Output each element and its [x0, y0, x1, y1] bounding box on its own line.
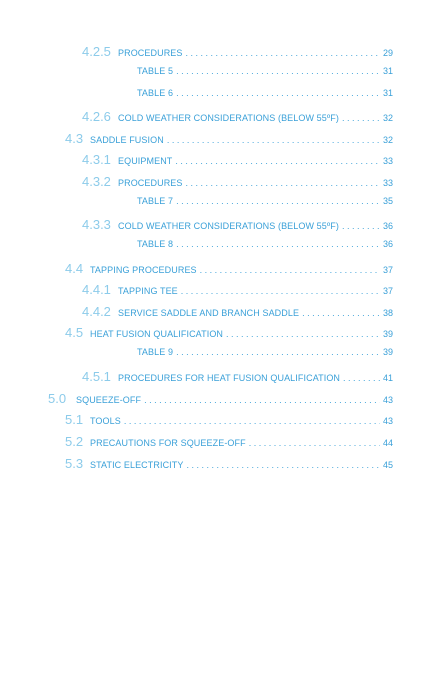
- dot-leader: [342, 113, 380, 123]
- section-number: 4.5.1: [82, 369, 111, 384]
- page-number: 43: [382, 395, 393, 405]
- toc-entry[interactable]: [137, 66, 393, 84]
- dot-leader: [342, 221, 380, 231]
- section-number: 5.3: [65, 456, 84, 471]
- entry-title: EQUIPMENT: [118, 156, 173, 166]
- entry-title: COLD WEATHER CONSIDERATIONS (BELOW 55ºF): [118, 221, 339, 231]
- dot-leader: [186, 48, 380, 58]
- section-number: 5.0: [48, 391, 67, 406]
- entry-title: STATIC ELECTRICITY: [90, 460, 184, 470]
- section-number: 4.4.1: [82, 282, 111, 297]
- dot-leader: [176, 347, 380, 357]
- section-number: 5.1: [65, 412, 84, 427]
- toc-entry[interactable]: [65, 434, 393, 452]
- toc-entry[interactable]: [137, 239, 393, 257]
- dot-leader: [181, 286, 380, 296]
- entry-title: SERVICE SADDLE AND BRANCH SADDLE: [118, 308, 300, 318]
- entry-title: PROCEDURES: [118, 48, 183, 58]
- section-number: 4.4.2: [82, 304, 111, 319]
- section-number: 4.3.1: [82, 152, 111, 167]
- section-number: 4.5: [65, 325, 84, 340]
- entry-title: SQUEEZE-OFF: [76, 395, 142, 405]
- page-number: 37: [382, 265, 393, 275]
- dot-leader: [302, 308, 380, 318]
- dot-leader: [200, 265, 380, 275]
- dot-leader: [176, 196, 380, 206]
- toc-entry[interactable]: [65, 261, 393, 279]
- toc-entry[interactable]: [137, 88, 393, 106]
- entry-title: TABLE 7: [137, 196, 174, 206]
- page-number: 31: [382, 66, 393, 76]
- page-number: 31: [382, 88, 393, 98]
- toc-entry[interactable]: [82, 174, 393, 192]
- page-number: 33: [382, 178, 393, 188]
- toc-entry[interactable]: [82, 109, 393, 127]
- entry-title: TAPPING TEE: [118, 286, 178, 296]
- entry-title: PROCEDURES FOR HEAT FUSION QUALIFICATION: [118, 373, 341, 383]
- dot-leader: [176, 66, 380, 76]
- entry-title: TABLE 5: [137, 66, 174, 76]
- toc-entry[interactable]: [82, 217, 393, 235]
- entry-title: TABLE 8: [137, 239, 174, 249]
- entry-title: TAPPING PROCEDURES: [90, 265, 197, 275]
- toc-entry[interactable]: [82, 304, 393, 322]
- toc-entry[interactable]: [82, 44, 393, 62]
- section-number: 4.2.5: [82, 44, 111, 59]
- entry-title: SADDLE FUSION: [90, 135, 164, 145]
- entry-title: TOOLS: [90, 416, 121, 426]
- page-number: 29: [382, 48, 393, 58]
- section-number: 4.3: [65, 131, 84, 146]
- section-number: 4.3.2: [82, 174, 111, 189]
- page-number: 32: [382, 113, 393, 123]
- page-number: 35: [382, 196, 393, 206]
- toc-entry[interactable]: [65, 131, 393, 149]
- page-number: 33: [382, 156, 393, 166]
- dot-leader: [176, 239, 380, 249]
- page-number: 32: [382, 135, 393, 145]
- entry-title: PROCEDURES: [118, 178, 183, 188]
- entry-title: PRECAUTIONS FOR SQUEEZE-OFF: [90, 438, 246, 448]
- toc-entry[interactable]: [65, 412, 393, 430]
- toc-entry[interactable]: [48, 391, 393, 409]
- dot-leader: [175, 156, 380, 166]
- toc-entry[interactable]: [65, 325, 393, 343]
- toc-entry[interactable]: [82, 152, 393, 170]
- page-number: 44: [382, 438, 393, 448]
- dot-leader: [176, 88, 380, 98]
- section-number: 5.2: [65, 434, 84, 449]
- dot-leader: [343, 373, 380, 383]
- toc-entry[interactable]: [137, 196, 393, 214]
- entry-title: HEAT FUSION QUALIFICATION: [90, 329, 224, 339]
- section-number: 4.4: [65, 261, 84, 276]
- page-number: 39: [382, 347, 393, 357]
- page-number: 38: [382, 308, 393, 318]
- section-number: 4.3.3: [82, 217, 111, 232]
- dot-leader: [167, 135, 380, 145]
- page-number: 36: [382, 221, 393, 231]
- dot-leader: [124, 416, 380, 426]
- dot-leader: [186, 178, 380, 188]
- dot-leader: [249, 438, 380, 448]
- section-number: 4.2.6: [82, 109, 111, 124]
- toc-entry[interactable]: [82, 282, 393, 300]
- entry-title: COLD WEATHER CONSIDERATIONS (BELOW 55ºF): [118, 113, 339, 123]
- entry-title: TABLE 9: [137, 347, 174, 357]
- page-number: 41: [382, 373, 393, 383]
- toc-entry[interactable]: [82, 369, 393, 387]
- toc-entry[interactable]: [137, 347, 393, 365]
- page-number: 45: [382, 460, 393, 470]
- dot-leader: [144, 395, 380, 405]
- page-number: 39: [382, 329, 393, 339]
- toc-entry[interactable]: [65, 456, 393, 474]
- entry-title: TABLE 6: [137, 88, 174, 98]
- page-number: 37: [382, 286, 393, 296]
- dot-leader: [186, 460, 380, 470]
- page-number: 36: [382, 239, 393, 249]
- dot-leader: [226, 329, 380, 339]
- page-number: 43: [382, 416, 393, 426]
